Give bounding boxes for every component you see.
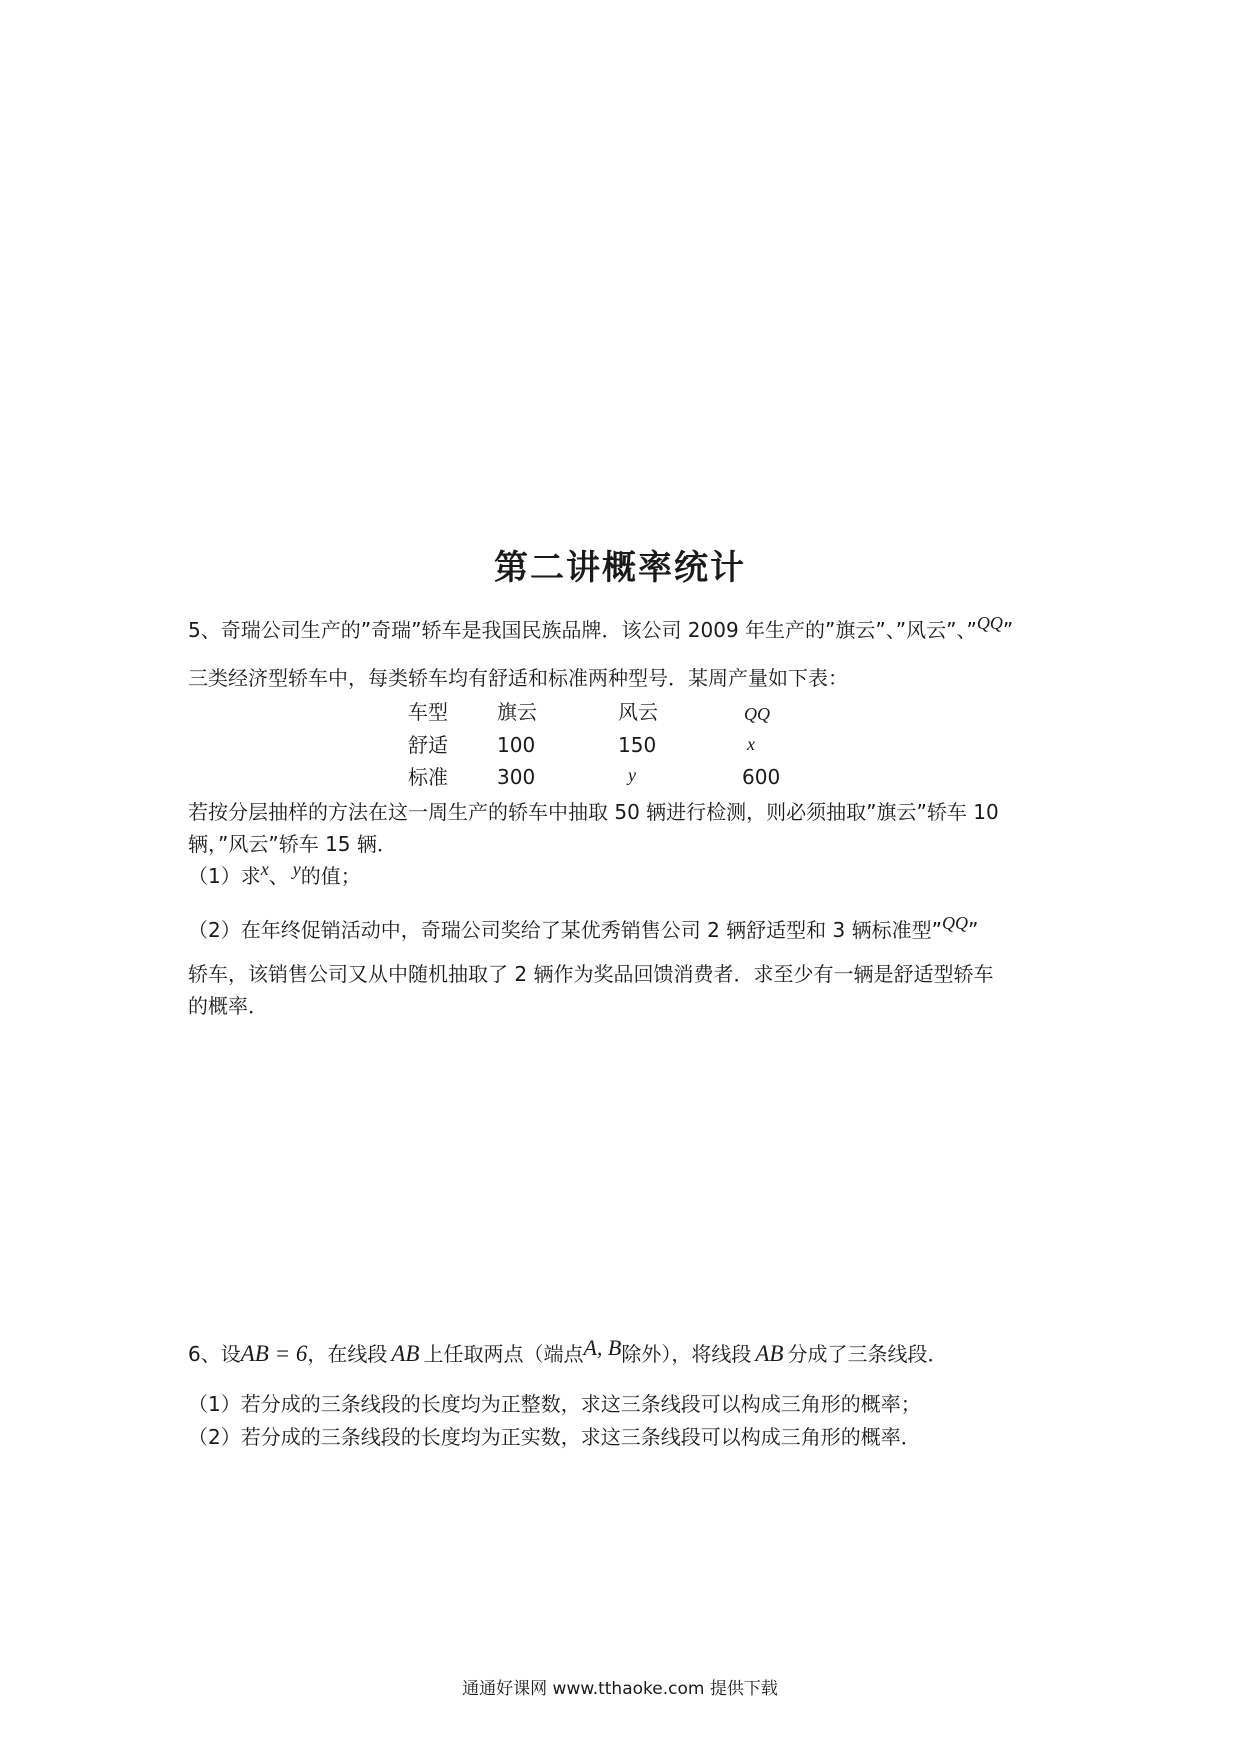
problem6-text: 除外），将线段 xyxy=(621,1342,752,1366)
problem5-line3: 若按分层抽样的方法在这一周生产的轿车中抽取 50 辆进行检测，则必须抽取”旗云”轿车 10 xyxy=(188,800,999,824)
problem6-question2: （2）若分成的三条线段的长度均为正实数，求这三条线段可以构成三角形的概率． xyxy=(188,1425,921,1449)
table-header-cell: 风云 xyxy=(618,700,658,724)
question1-sep: 、 xyxy=(268,864,289,888)
question2-close-quote: ” xyxy=(967,918,979,942)
table-cell: 标准 xyxy=(408,765,448,789)
problem6-math-ab: AB xyxy=(391,1341,420,1366)
problem5-question2-line1 xyxy=(188,913,979,943)
problem6-math-ab2: AB xyxy=(755,1341,784,1366)
problem5-question2-line3: 的概率． xyxy=(188,994,268,1018)
table-header-cell: 车型 xyxy=(408,700,448,724)
question2-text: （2）在年终促销活动中，奇瑞公司奖给了某优秀销售公司 2 辆舒适型和 3 辆标准型” xyxy=(188,918,942,942)
problem6-math-points: A, B xyxy=(583,1335,622,1360)
page-title: 第二讲概率统计 xyxy=(494,548,746,588)
problem6-math-ab-eq: AB = 6 xyxy=(240,1341,308,1366)
problem6-text: ，在线段 xyxy=(307,1342,388,1366)
table-cell: 150 xyxy=(618,733,657,757)
table-header-cell: 旗云 xyxy=(497,700,537,724)
problem5-line4: 辆，”风云”轿车 15 辆． xyxy=(188,832,397,856)
problem6-suffix: 分成了三条线段． xyxy=(787,1342,948,1366)
question1-suffix: 的值； xyxy=(300,864,361,888)
table-cell: y xyxy=(628,765,636,785)
table-cell: 100 xyxy=(497,733,536,757)
problem6-question1: （1）若分成的三条线段的长度均为正整数，求这三条线段可以构成三角形的概率； xyxy=(188,1392,921,1416)
problem6-line1 xyxy=(188,1335,948,1366)
problem5-line1 xyxy=(188,613,1014,643)
problem5-line1-close-quote: ” xyxy=(1002,618,1014,642)
problem6-text: 上任取两点（端点 xyxy=(423,1342,584,1366)
table-cell: x xyxy=(747,734,755,754)
problem6-prefix: 6、设 xyxy=(188,1342,241,1366)
problem5-question1 xyxy=(188,859,361,889)
problem5-line1-text: 5、奇瑞公司生产的”奇瑞”轿车是我国民族品牌．该公司 2009 年生产的”旗云”、”风云”、” xyxy=(188,618,977,642)
footer-credit: 通通好课网 www.tthaoke.com 提供下载 xyxy=(462,1679,778,1699)
question2-math: QQ xyxy=(941,913,968,933)
problem5-line1-math: QQ xyxy=(976,613,1003,633)
table-cell: 600 xyxy=(742,765,781,789)
question1-y: y xyxy=(292,859,301,879)
problem5-question2-line2: 轿车，该销售公司又从中随机抽取了 2 辆作为奖品回馈消费者．求至少有一辆是舒适型轿车 xyxy=(188,962,994,986)
table-header-cell: QQ xyxy=(744,704,770,724)
table-cell: 300 xyxy=(497,765,536,789)
problem5-line2: 三类经济型轿车中，每类轿车均有舒适和标准两种型号．某周产量如下表： xyxy=(188,666,848,690)
question1-prefix: （1）求 xyxy=(188,864,261,888)
question1-x: x xyxy=(260,859,269,879)
table-cell: 舒适 xyxy=(408,733,448,757)
